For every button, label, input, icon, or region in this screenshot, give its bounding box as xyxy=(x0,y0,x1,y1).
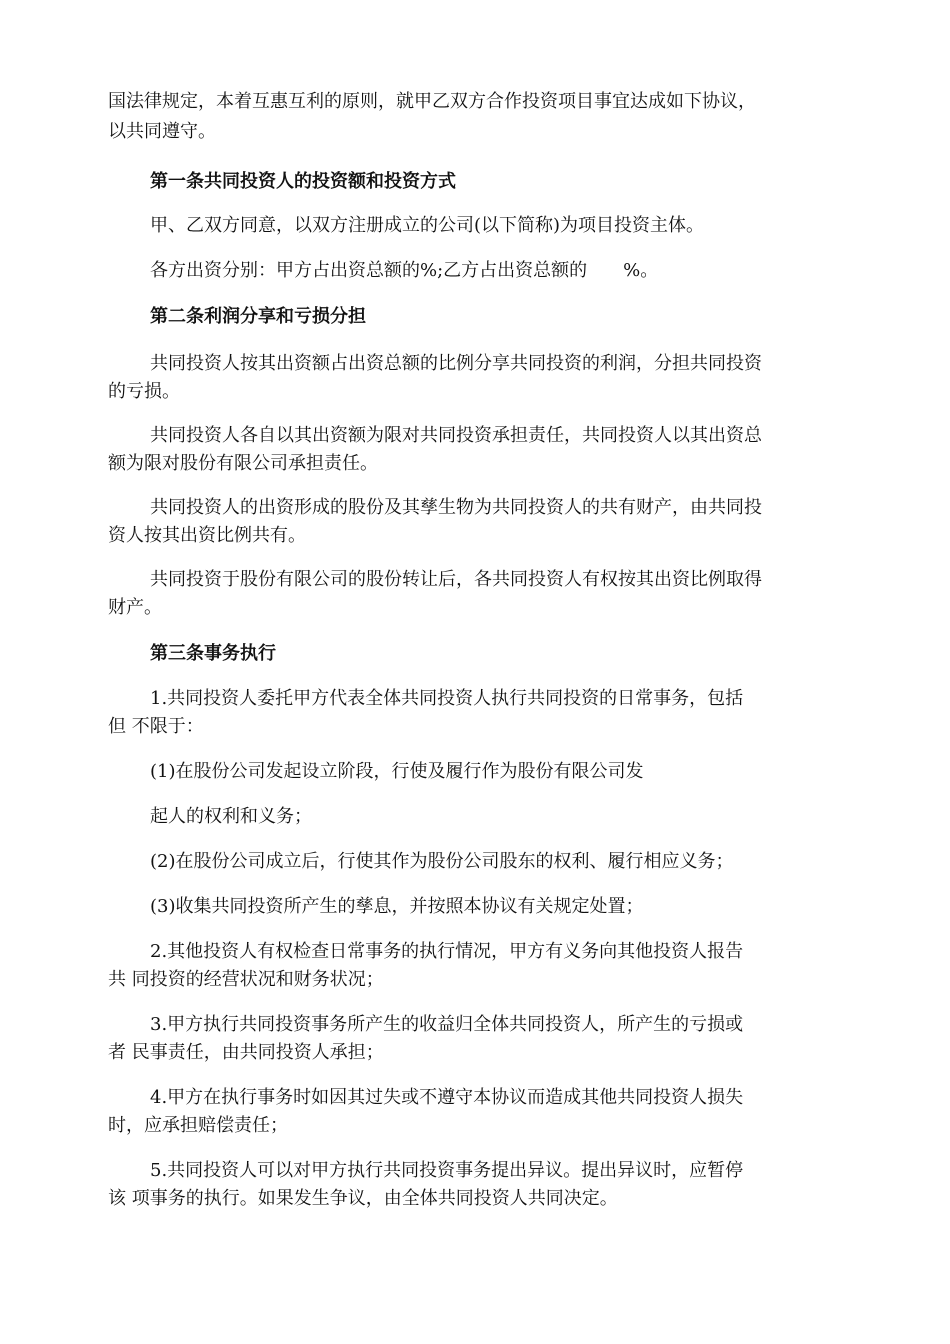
article-3-item-2-line-1: 2.其他投资人有权检查日常事务的执行情况，甲方有义务向其他投资人报告 xyxy=(150,941,744,962)
article-2-heading: 第二条利润分享和亏损分担 xyxy=(150,306,366,327)
article-3-item-1-line-2: 但 不限于： xyxy=(108,716,204,737)
article-2-paragraph-3-line-2: 资人按其出资比例共有。 xyxy=(108,525,306,546)
article-3-item-4-line-2: 时，应承担赔偿责任； xyxy=(108,1115,288,1136)
article-3-subitem-3: (3)收集共同投资所产生的孳息，并按照本协议有关规定处置； xyxy=(150,896,644,917)
article-3-item-3-line-1: 3.甲方执行共同投资事务所产生的收益归全体共同投资人，所产生的亏损或 xyxy=(150,1014,744,1035)
article-3-item-5-line-2: 该 项事务的执行。如果发生争议，由全体共同投资人共同决定。 xyxy=(108,1188,618,1209)
article-3-subitem-1-line-2: 起人的权利和义务； xyxy=(150,806,312,827)
article-3-item-4-line-1: 4.甲方在执行事务时如因其过失或不遵守本协议而造成其他共同投资人损失 xyxy=(150,1087,744,1108)
article-3-item-5-line-1: 5.共同投资人可以对甲方执行共同投资事务提出异议。提出异议时，应暂停 xyxy=(150,1160,744,1181)
intro-line-2: 以共同遵守。 xyxy=(108,121,216,142)
article-2-paragraph-4-line-1: 共同投资于股份有限公司的股份转让后，各共同投资人有权按其出资比例取得 xyxy=(150,569,762,590)
article-2-paragraph-1-line-1: 共同投资人按其出资额占出资总额的比例分享共同投资的利润，分担共同投资 xyxy=(150,353,762,374)
article-3-heading: 第三条事务执行 xyxy=(150,643,276,664)
article-1-paragraph-2: 各方出资分别：甲方占出资总额的%;乙方占出资总额的 %。 xyxy=(150,260,659,281)
article-3-item-1-line-1: 1.共同投资人委托甲方代表全体共同投资人执行共同投资的日常事务，包括 xyxy=(150,688,744,709)
article-2-paragraph-2-line-2: 额为限对股份有限公司承担责任。 xyxy=(108,453,378,474)
article-2-paragraph-4-line-2: 财产。 xyxy=(108,597,162,618)
article-3-subitem-2: (2)在股份公司成立后，行使其作为股份公司股东的权利、履行相应义务； xyxy=(150,851,734,872)
intro-line-1: 国法律规定，本着互惠互利的原则，就甲乙双方合作投资项目事宜达成如下协议， xyxy=(108,91,756,112)
article-2-paragraph-3-line-1: 共同投资人的出资形成的股份及其孳生物为共同投资人的共有财产，由共同投 xyxy=(150,497,762,518)
article-1-paragraph-1: 甲、乙双方同意，以双方注册成立的公司(以下简称)为项目投资主体。 xyxy=(150,215,705,236)
article-3-item-2-line-2: 共 同投资的经营状况和财务状况； xyxy=(108,969,384,990)
article-2-paragraph-1-line-2: 的亏损。 xyxy=(108,381,180,402)
article-2-paragraph-2-line-1: 共同投资人各自以其出资额为限对共同投资承担责任，共同投资人以其出资总 xyxy=(150,425,762,446)
article-3-subitem-1-line-1: (1)在股份公司发起设立阶段，行使及履行作为股份有限公司发 xyxy=(150,761,644,782)
article-1-heading: 第一条共同投资人的投资额和投资方式 xyxy=(150,171,456,192)
article-3-item-3-line-2: 者 民事责任，由共同投资人承担； xyxy=(108,1042,384,1063)
